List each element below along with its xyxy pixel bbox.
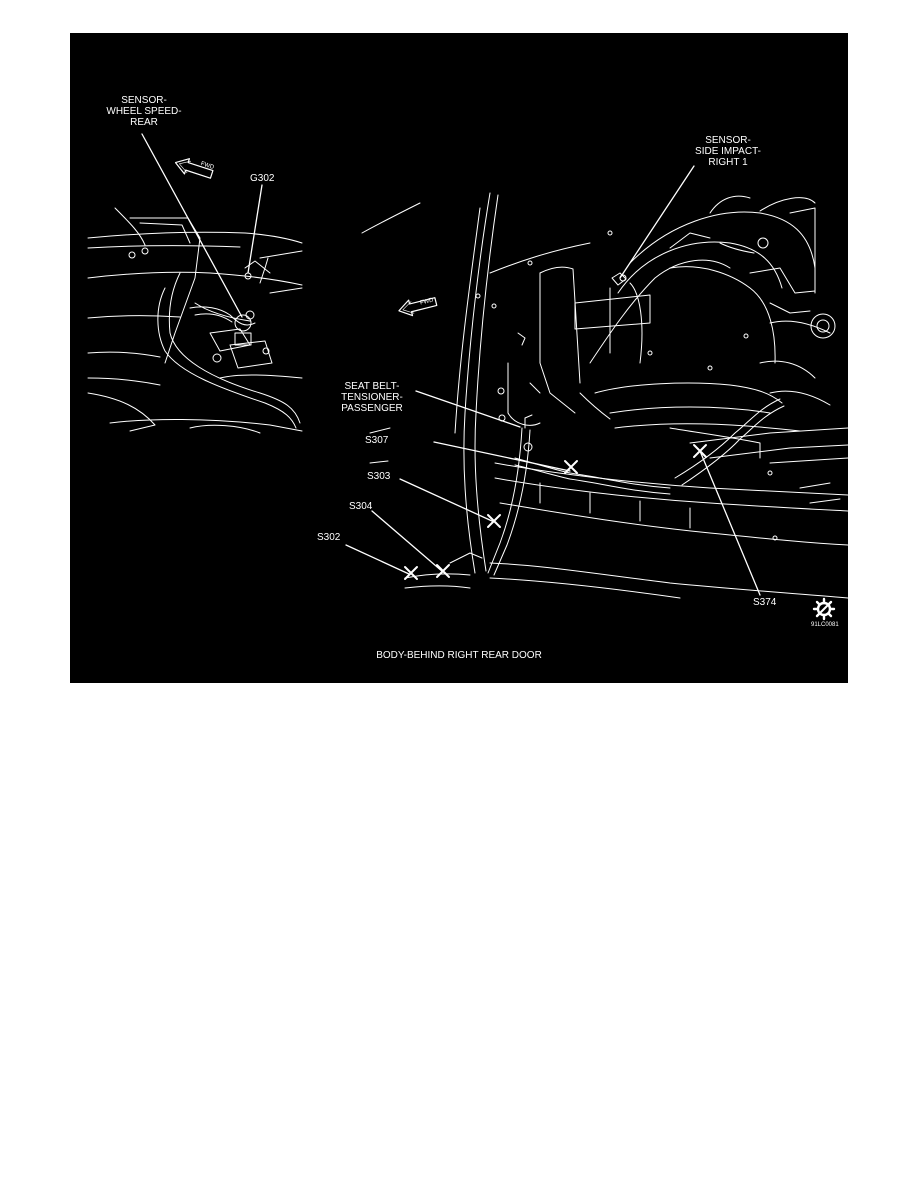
label-side-impact-sensor: SENSOR- SIDE IMPACT- RIGHT 1: [695, 135, 761, 168]
fwd-tag-left: FWD: [199, 161, 215, 171]
leader-seat-belt-tensioner: [416, 391, 520, 427]
label-s304: S304: [349, 501, 373, 512]
leader-lines: [142, 134, 760, 595]
fwd-tag-right: FWD: [419, 297, 435, 307]
leader-s303: [400, 479, 492, 521]
figure-ref-code: 91LC0081: [811, 622, 839, 628]
label-s302: S302: [317, 532, 341, 543]
splice-x-icon: [488, 515, 500, 527]
leader-wheel-speed-sensor: [142, 134, 242, 317]
label-s307: S307: [365, 435, 389, 446]
leader-s302: [346, 545, 409, 574]
leader-s304: [372, 511, 443, 572]
label-g302: G302: [250, 173, 275, 184]
splice-x-icon: [694, 445, 706, 457]
main-body-drawing: [362, 193, 848, 598]
label-s374: S374: [753, 597, 777, 608]
label-seat-belt-tensioner: SEAT BELT- TENSIONER- PASSENGER: [341, 381, 403, 414]
splice-x-icon: [437, 565, 449, 577]
service-gear-icon: [814, 599, 834, 619]
leader-s374: [700, 451, 760, 595]
label-s303: S303: [367, 471, 391, 482]
inset-wheelhouse-drawing: [88, 208, 302, 433]
leader-side-impact-sensor: [620, 166, 694, 278]
vehicle-linework: [70, 33, 848, 683]
label-wheel-speed-sensor: SENSOR- WHEEL SPEED- REAR: [106, 95, 182, 128]
leader-s307: [434, 442, 570, 471]
splice-x-icon: [565, 461, 577, 473]
figure-caption: BODY-BEHIND RIGHT REAR DOOR: [376, 650, 542, 661]
leader-g302: [248, 185, 262, 273]
wiring-location-figure: [70, 33, 848, 683]
